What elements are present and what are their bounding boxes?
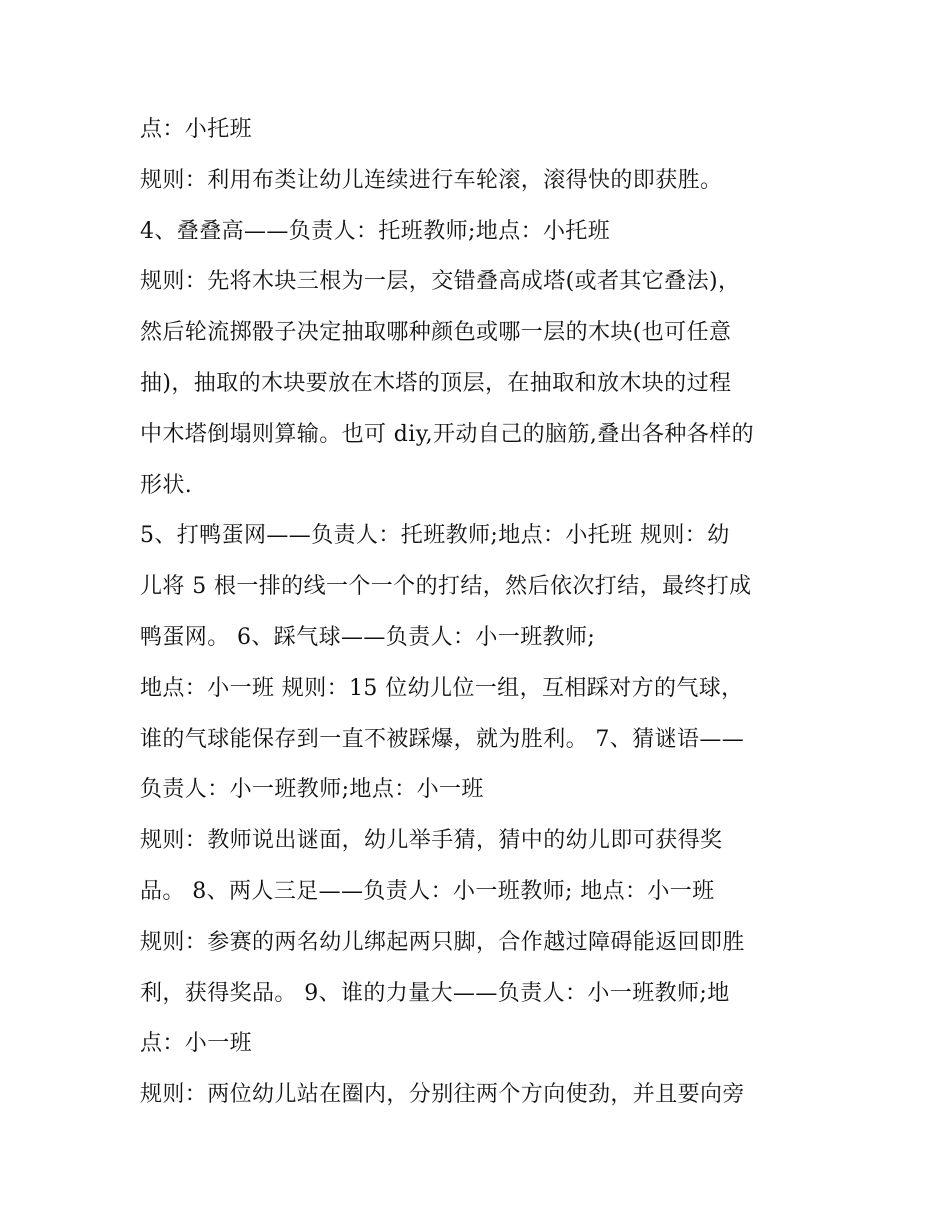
text-line: 规则：两位幼儿站在圈内，分别往两个方向使劲，并且要向旁	[140, 1082, 745, 1108]
text-line: 儿将 5 根一排的线一个一个的打结，然后依次打结，最终打成	[140, 574, 752, 600]
text-line: 规则：教师说出谜面，幼儿举手猜，猜中的幼儿即可获得奖	[140, 828, 723, 854]
text-line: 规则：利用布类让幼儿连续进行车轮滚，滚得快的即获胜。	[140, 167, 723, 193]
text-line: 规则：先将木块三根为一层，交错叠高成塔(或者其它叠法)，	[140, 269, 741, 295]
text-line: 4、叠叠高——负责人：托班教师;地点：小托班	[140, 218, 611, 244]
text-line: 点：小托班	[140, 117, 253, 142]
text-line: 5、打鸭蛋网——负责人：托班教师;地点：小托班 规则：幼	[140, 523, 730, 549]
document-body	[140, 108, 820, 1124]
text-line: 点：小一班	[140, 1031, 253, 1057]
text-line: 中木塔倒塌则算输。也可 diy,开动自己的脑筋,叠出各种各样的	[140, 421, 755, 447]
text-line: 抽)，抽取的木块要放在木塔的顶层，在抽取和放木块的过程	[140, 370, 732, 396]
text-line: 然后轮流掷骰子决定抽取哪种颜色或哪一层的木块(也可任意	[140, 320, 732, 346]
text-line: 规则：参赛的两名幼儿绑起两只脚，合作越过障碍能返回即胜	[140, 929, 745, 955]
text-line: 利，获得奖品。 9、谁的力量大——负责人：小一班教师;地	[140, 980, 730, 1006]
text-line: 谁的气球能保存到一直不被踩爆，就为胜利。 7、猜谜语——	[140, 726, 745, 752]
text-line: 品。 8、两人三足——负责人：小一班教师; 地点：小一班	[140, 878, 715, 904]
text-line: 地点：小一班 规则：15 位幼儿位一组，互相踩对方的气球，	[140, 675, 744, 701]
text-line: 形状.	[140, 472, 193, 498]
text-line: 鸭蛋网。 6、踩气球——负责人：小一班教师;	[140, 624, 596, 650]
text-line: 负责人：小一班教师;地点：小一班	[140, 777, 484, 803]
